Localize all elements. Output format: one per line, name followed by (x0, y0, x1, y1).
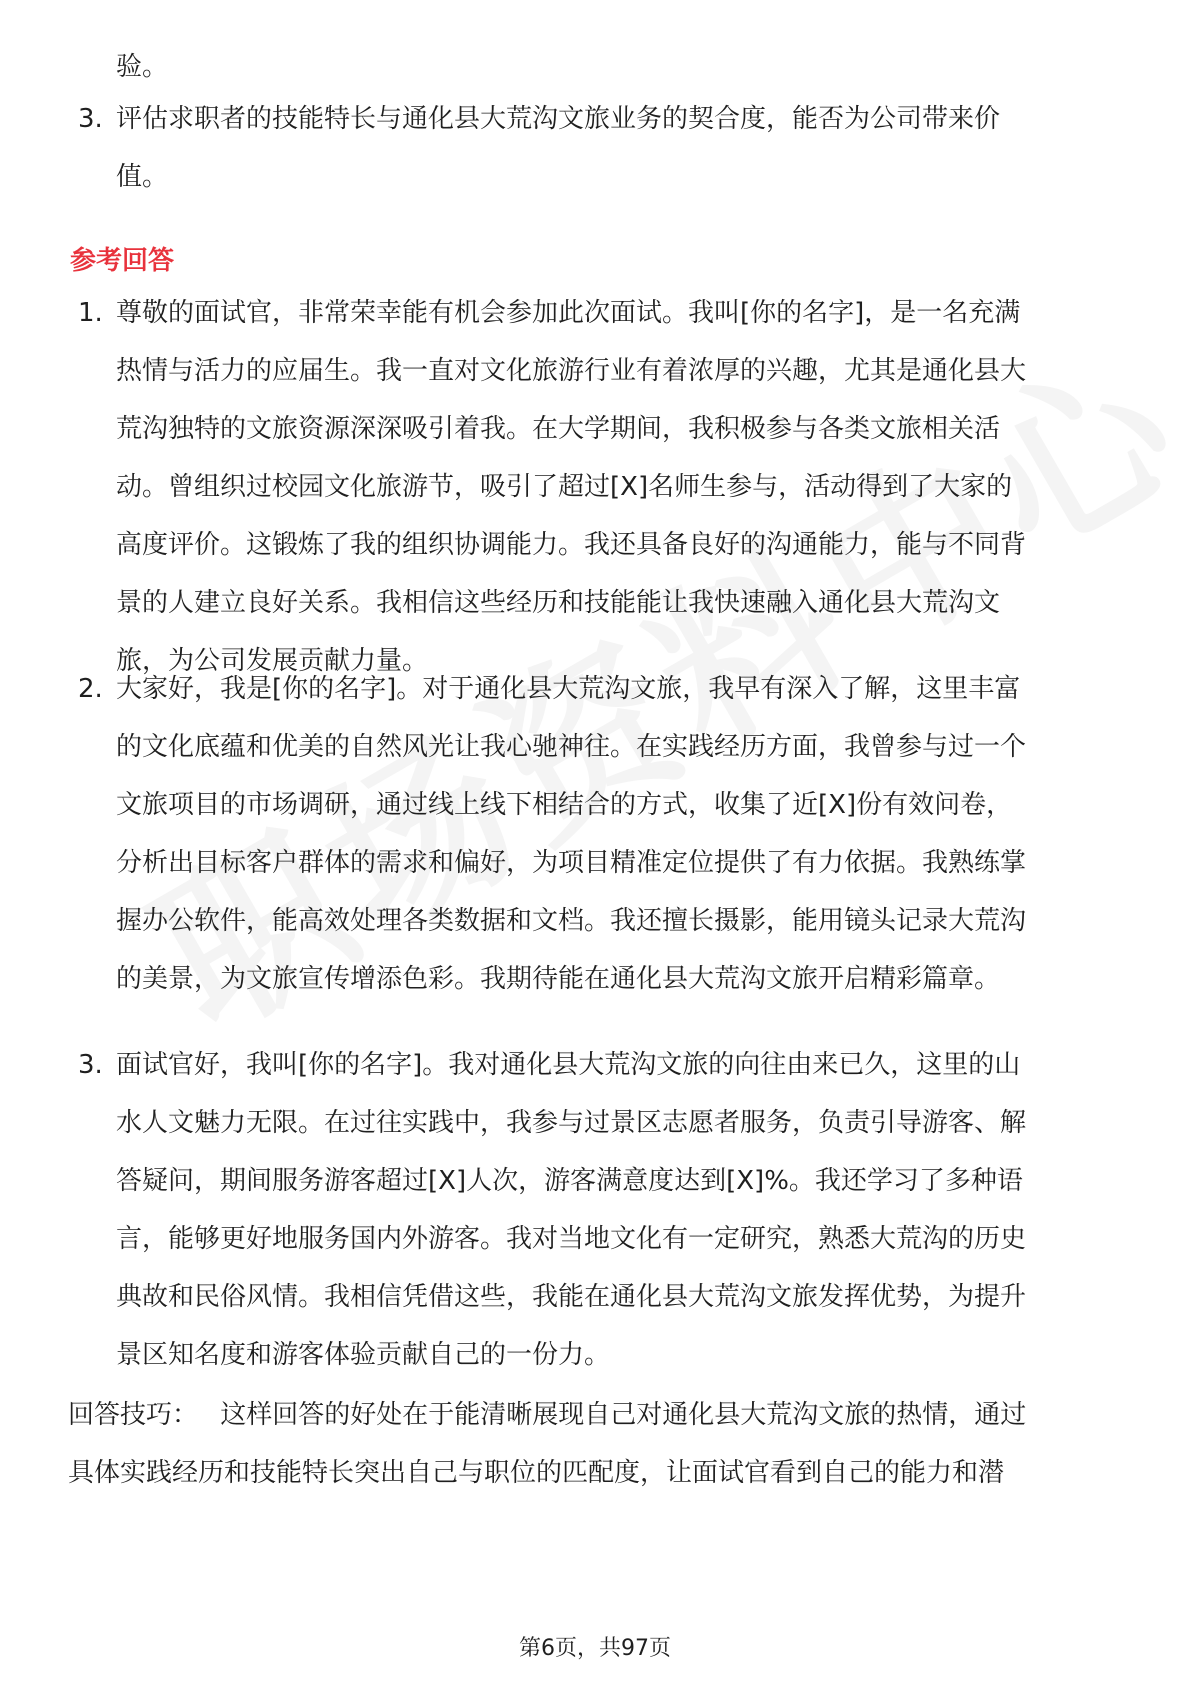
page-number: 第6页，共97页 (519, 1636, 671, 1661)
list-number: 3. (78, 104, 103, 134)
answer-number: 2. (78, 674, 103, 704)
answer-text: 大家好，我是[你的名字]。对于通化县大荒沟文旅，我早有深入了解，这里丰富的文化底蕴和优美的自然风光让我心驰神往。在实践经历方面，我曾参与过一个文旅项目的市场调研，通过线上线下相结合的方式，收集了近[X]份有效问卷，分析出目标客户群体的需求和偏好，为项目精准定位提供了有力依据。我熟练掌握办公软件，能高效处理各类数据和文档。我还擅长摄影，能用镜头记录大荒沟的美景，为文旅宣传增添色彩。我期待能在通化县大荒沟文旅开启精彩篇章。 (116, 674, 1027, 994)
list-item: 评估求职者的技能特长与通化县大荒沟文旅业务的契合度，能否为公司带来价值。 (116, 104, 1001, 192)
answer-number: 3. (78, 1050, 103, 1080)
tips-paragraph (68, 1386, 1040, 1502)
section-heading: 参考回答 (70, 246, 175, 276)
tips-text: 这样回答的好处在于能清晰展现自己对通化县大荒沟文旅的热情，通过具体实践经历和技能特长突出自己与职位的匹配度，让面试官看到自己的能力和潜 (68, 1400, 1027, 1488)
list-item-continuation: 验。 (116, 52, 169, 82)
answer-text: 面试官好，我叫[你的名字]。我对通化县大荒沟文旅的向往由来已久，这里的山水人文魅力无限。在过往实践中，我参与过景区志愿者服务，负责引导游客、解答疑问，期间服务游客超过[X]人次，游客满意度达到[X]%。我还学习了多种语言，能够更好地服务国内外游客。我对当地文化有一定研究，熟悉大荒沟的历史典故和民俗风情。我相信凭借这些，我能在通化县大荒沟文旅发挥优势，为提升景区知名度和游客体验贡献自己的一份力。 (116, 1050, 1027, 1370)
answer-text: 尊敬的面试官，非常荣幸能有机会参加此次面试。我叫[你的名字]，是一名充满热情与活力的应届生。我一直对文化旅游行业有着浓厚的兴趣，尤其是通化县大荒沟独特的文旅资源深深吸引着我。在大学期间，我积极参与各类文旅相关活动。曾组织过校园文化旅游节，吸引了超过[X]名师生参与，活动得到了大家的高度评价。这锻炼了我的组织协调能力。我还具备良好的沟通能力，能与不同背景的人建立良好关系。我相信这些经历和技能能让我快速融入通化县大荒沟文旅，为公司发展贡献力量。 (116, 298, 1027, 676)
tips-label: 回答技巧： (68, 1400, 199, 1430)
answer-number: 1. (78, 298, 103, 328)
